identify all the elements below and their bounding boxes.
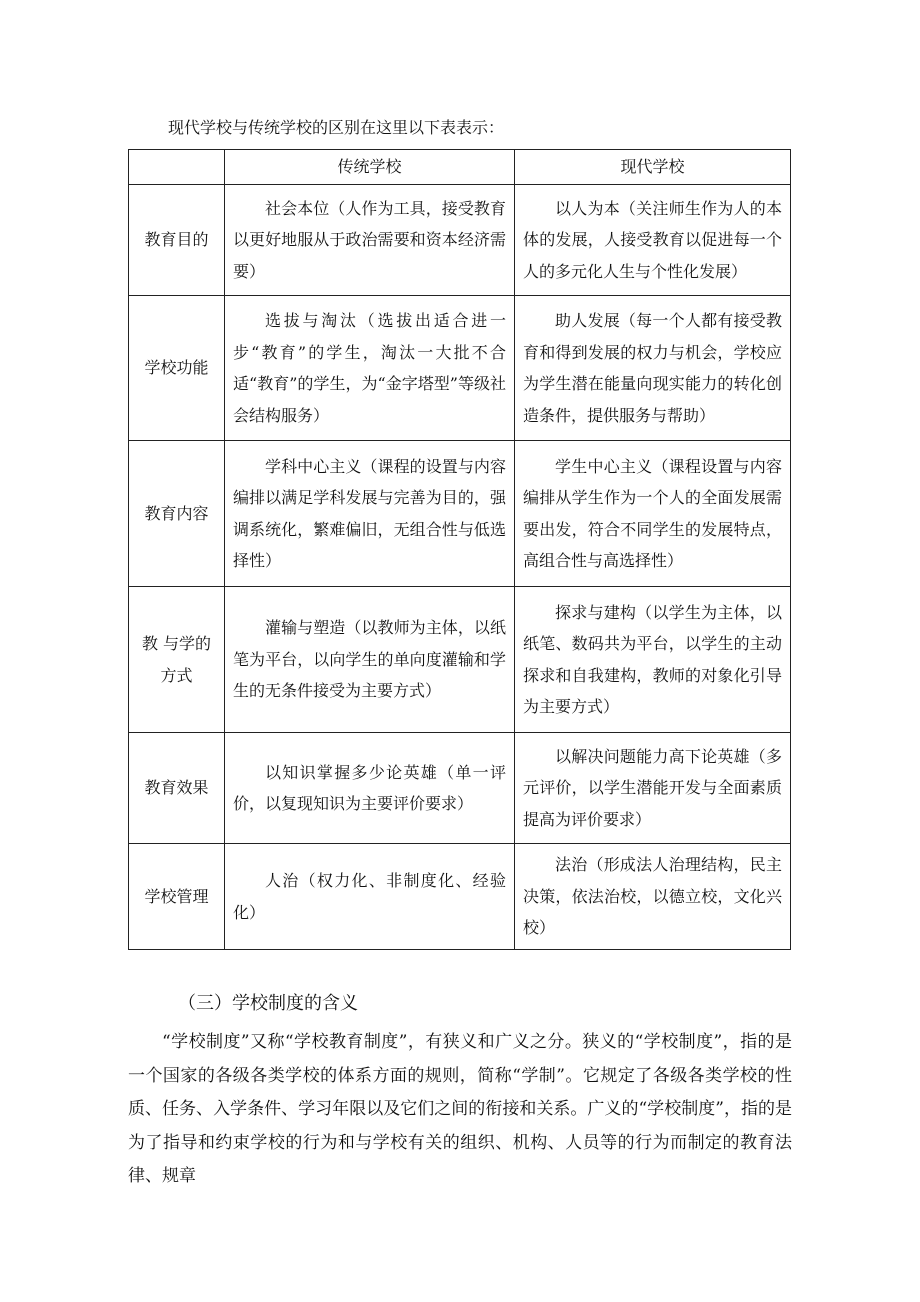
header-modern: 现代学校 [515, 150, 791, 185]
body-paragraph: “学校制度”又称“学校教育制度”，有狭义和广义之分。狭义的“学校制度”，指的是一个国家的各级各类学校的体系方面的规则，简称“学制”。它规定了各级各类学校的性质、任务、入学条件、学习年限以及它们之间的衔接和关系。广义的“学校制度”，指的是为了指导和约束学校的行为和与学校有关的组织、机构、人员等的行为而制定的教育法律、规章 [128, 1032, 792, 1186]
cell-modern: 以人为本（关注师生作为人的本体的发展，人接受教育以促进每一个人的多元化人生与个性化发展） [515, 185, 791, 296]
header-traditional: 传统学校 [225, 150, 515, 185]
cell-traditional: 选拔与淘汰（选拔出适合进一步“教育”的学生，淘汰一大批不合适“教育”的学生，为“金字塔型”等级社会结构服务） [225, 296, 515, 441]
cell-traditional: 灌输与塑造（以教师为主体，以纸笔为平台，以向学生的单向度灌输和学生的无条件接受为主要方式） [225, 587, 515, 733]
cell-modern: 学生中心主义（课程设置与内容编排从学生作为一个人的全面发展需要出发，符合不同学生的发展特点，高组合性与高选择性） [515, 441, 791, 587]
row-label-education-purpose: 教育目的 [129, 185, 225, 296]
row-label-school-management: 学校管理 [129, 844, 225, 950]
row-label-education-effect: 教育效果 [129, 733, 225, 844]
table-row [129, 733, 791, 844]
table-header-row [129, 150, 791, 185]
cell-traditional: 学科中心主义（课程的设置与内容编排以满足学科发展与完善为目的，强调系统化，繁难偏旧，无组合性与低选择性） [225, 441, 515, 587]
cell-traditional: 以知识掌握多少论英雄（单一评价，以复现知识为主要评价要求） [225, 733, 515, 844]
table-row [129, 844, 791, 950]
comparison-table [128, 149, 791, 950]
row-label-teaching-method: 教 与学的方式 [129, 587, 225, 733]
table-intro: 现代学校与传统学校的区别在这里以下表表示： [168, 118, 505, 137]
cell-modern: 探求与建构（以学生为主体，以纸笔、数码共为平台，以学生的主动探求和自我建构，教师的对象化引导为主要方式） [515, 587, 791, 733]
table-row [129, 185, 791, 296]
cell-modern: 助人发展（每一个人都有接受教育和得到发展的权力与机会，学校应为学生潜在能量向现实能力的转化创造条件，提供服务与帮助） [515, 296, 791, 441]
table-row [129, 587, 791, 733]
cell-traditional: 社会本位（人作为工具，接受教育以更好地服从于政治需要和资本经济需要） [225, 185, 515, 296]
cell-modern: 以解决问题能力高下论英雄（多元评价，以学生潜能开发与全面素质提高为评价要求） [515, 733, 791, 844]
section-heading: （三）学校制度的含义 [178, 993, 358, 1014]
cell-modern: 法治（形成法人治理结构，民主决策，依法治校，以德立校，文化兴校） [515, 844, 791, 950]
table-row [129, 441, 791, 587]
table-row [129, 296, 791, 441]
row-label-education-content: 教育内容 [129, 441, 225, 587]
cell-traditional: 人治（权力化、非制度化、经验化） [225, 844, 515, 950]
header-empty [129, 150, 225, 185]
row-label-school-function: 学校功能 [129, 296, 225, 441]
